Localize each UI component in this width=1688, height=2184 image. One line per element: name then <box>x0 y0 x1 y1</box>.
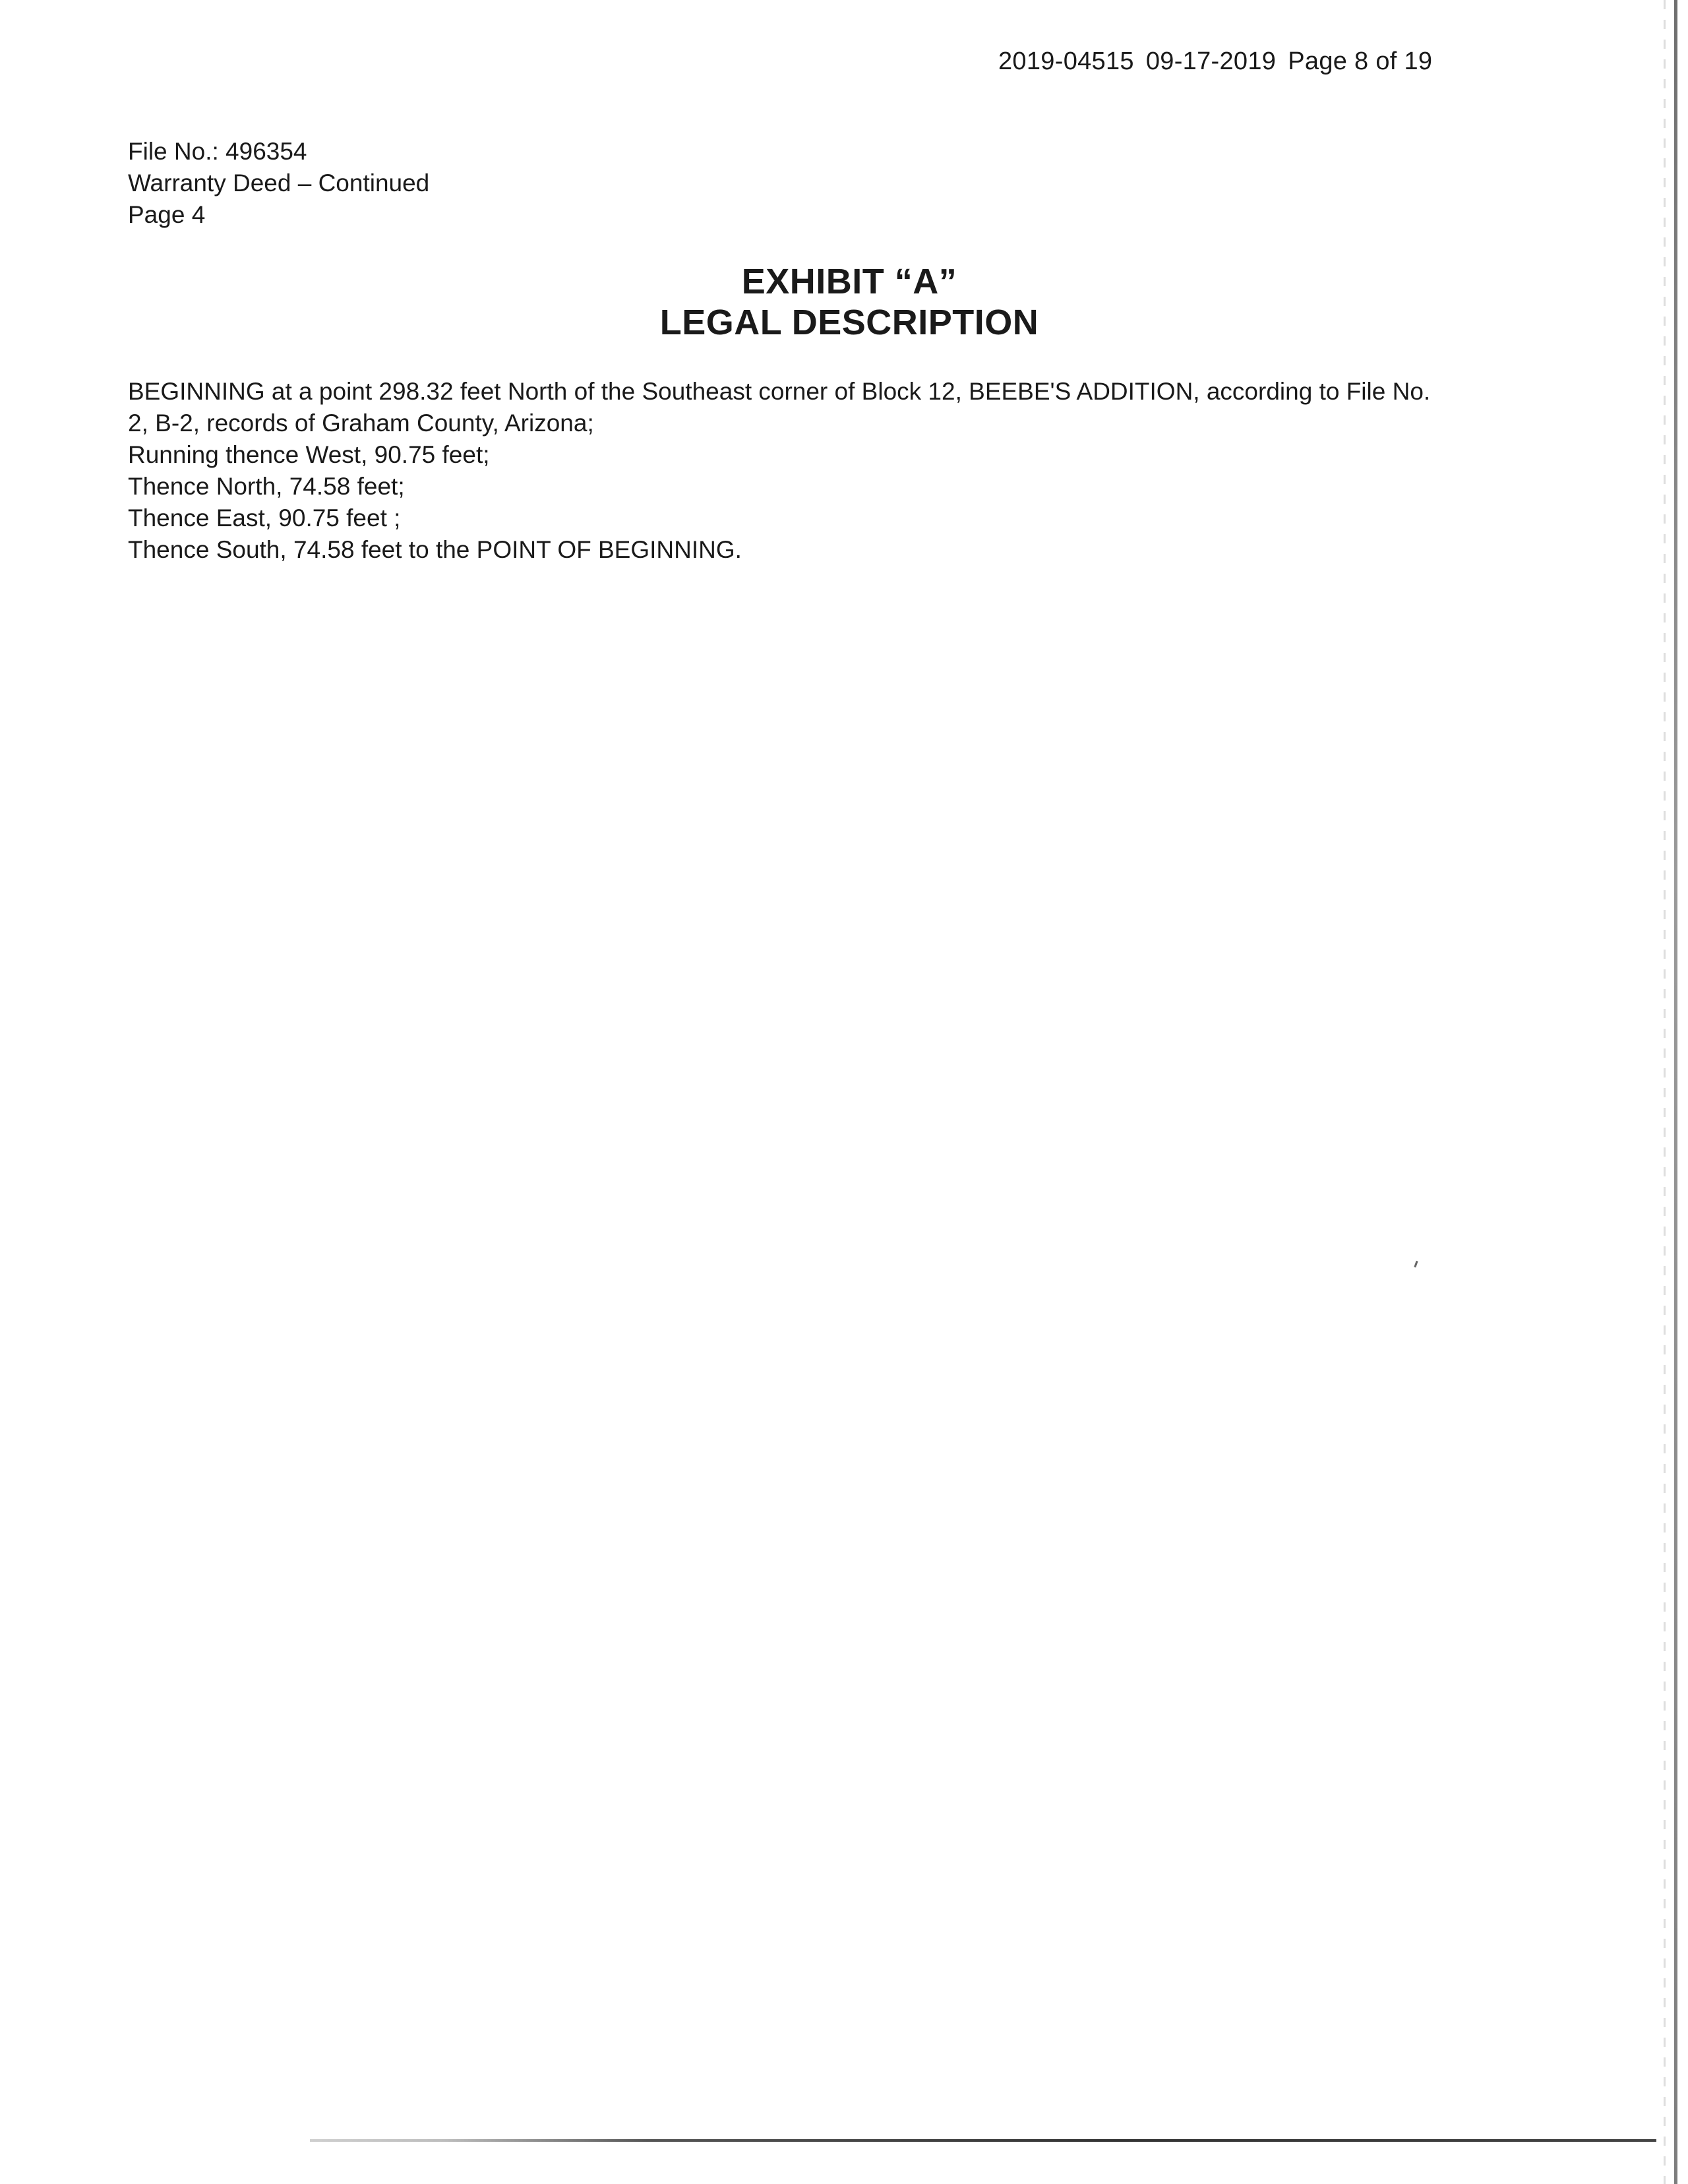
scan-edge-faint-line <box>1664 0 1666 2184</box>
legal-line: 2, B-2, records of Graham County, Arizona; <box>128 410 594 437</box>
legal-line: BEGINNING at a point 298.32 feet North of the Southeast corner of Block 12, BEEBE'S ADDITION, according to File No. <box>128 378 1431 405</box>
legal-line: Thence East, 90.75 feet ; <box>128 504 401 531</box>
exhibit-title: EXHIBIT “A” <box>741 262 957 301</box>
recording-date: 09-17-2019 <box>1145 47 1277 75</box>
exhibit-subtitle: LEGAL DESCRIPTION <box>659 303 1039 342</box>
file-header <box>128 136 429 231</box>
scan-edge-line <box>1674 0 1677 2184</box>
page-number: Page 4 <box>128 201 206 228</box>
document-type: Warranty Deed – Continued <box>128 169 430 197</box>
document-number: 2019-04515 <box>998 47 1134 75</box>
scan-bottom-line <box>310 2139 1656 2142</box>
recording-page: Page 8 of 19 <box>1288 47 1433 75</box>
file-number: File No.: 496354 <box>128 138 307 165</box>
scan-speck <box>1414 1261 1418 1267</box>
legal-line: Thence North, 74.58 feet; <box>128 473 405 500</box>
legal-description <box>128 376 1565 566</box>
legal-line: Running thence West, 90.75 feet; <box>128 441 490 468</box>
recording-stamp <box>998 47 1432 76</box>
exhibit-heading <box>0 261 1688 343</box>
legal-line: Thence South, 74.58 feet to the POINT OF BEGINNING. <box>128 536 742 563</box>
